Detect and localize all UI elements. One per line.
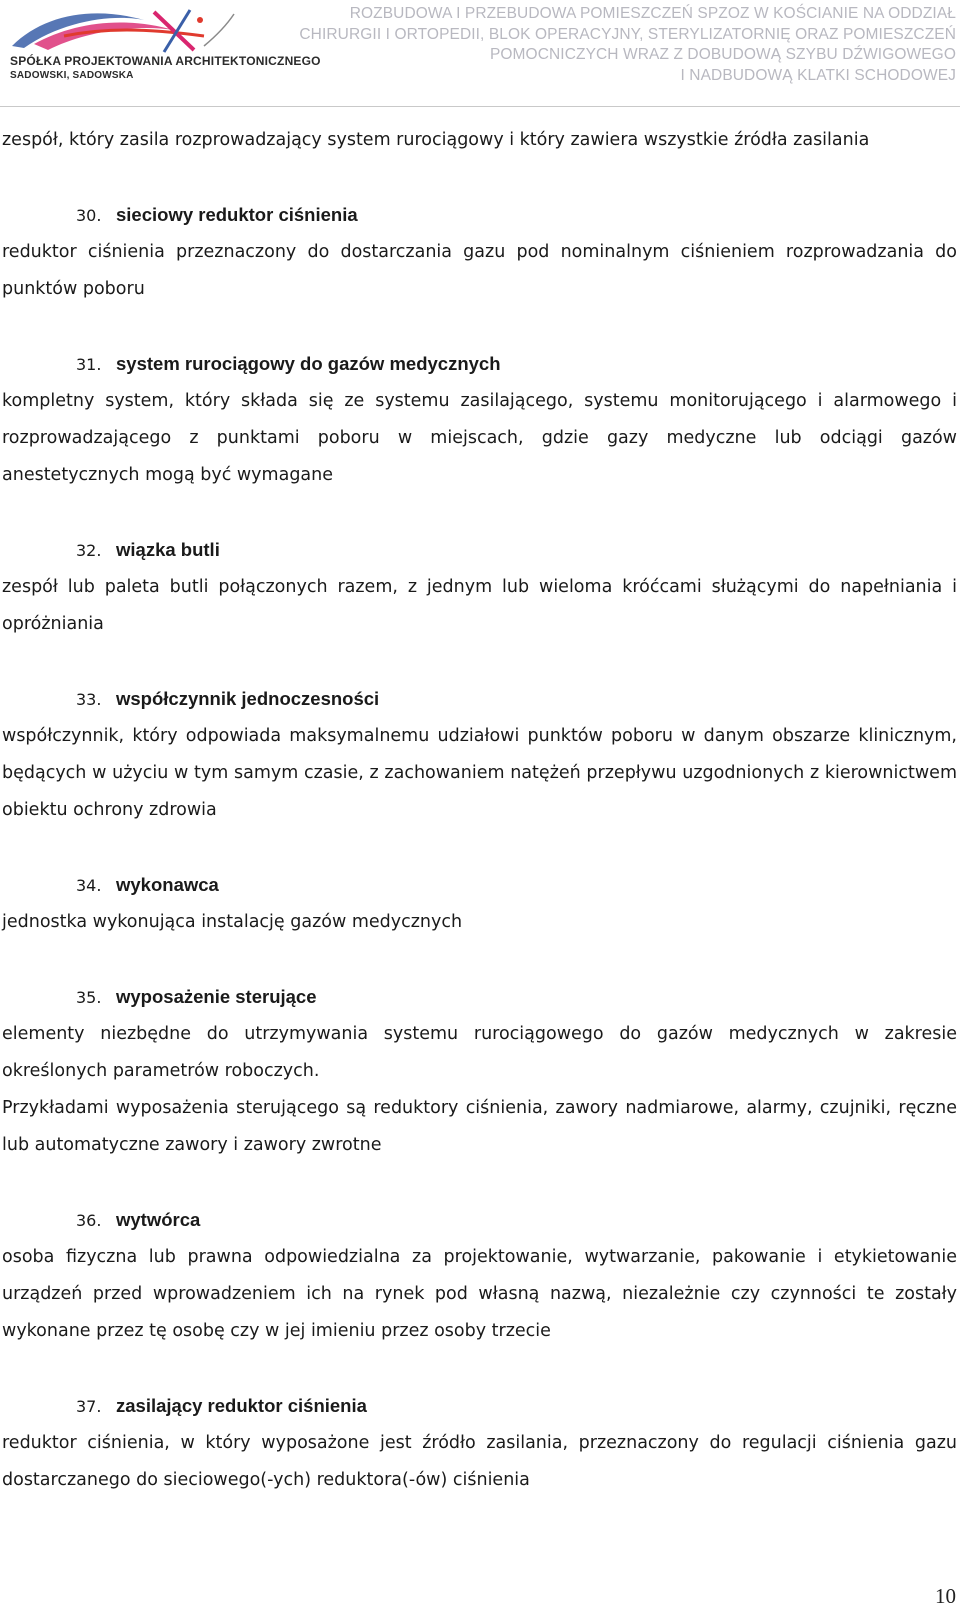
definition-term: współczynnik jednoczesności	[116, 688, 380, 709]
project-title-line: ROZBUDOWA I PRZEBUDOWA POMIESZCZEŃ SPZOZ W KOŚCIANIE NA ODDZIAŁ	[349, 5, 956, 22]
definition-heading	[2, 978, 957, 1016]
logo-owner-names: SADOWSKI, SADOWSKA	[10, 70, 134, 81]
project-title-line: POMOCNICZYCH WRAZ Z DOBUDOWĄ SZYBU DŹWIGOWEGO	[489, 46, 956, 63]
definition-heading	[2, 866, 957, 904]
definition-term: sieciowy reduktor ciśnienia	[116, 204, 358, 225]
definition-term: wytwórca	[116, 1209, 201, 1230]
definition-text: kompletny system, który składa się ze systemu zasilającego, systemu monitorującego i alarmowego i rozprowadzającego z punktami poboru w miejscach, gdzie gazy medyczne lub odciągi gazów anestetycznych mogą być wymagane	[2, 391, 957, 485]
definition-heading	[2, 345, 957, 383]
definition-term: zasilający reduktor ciśnienia	[116, 1395, 367, 1416]
header-divider	[0, 106, 960, 107]
definition-number: 36.	[76, 1211, 102, 1230]
definition-number: 35.	[76, 988, 102, 1007]
definition-text: zespół lub paleta butli połączonych razem, z jednym lub wieloma króćcami służącymi do napełniania i opróżniania	[2, 577, 957, 634]
definition-text: Przykładami wyposażenia sterującego są reduktory ciśnienia, zawory nadmiarowe, alarmy, czujniki, ręczne lub automatyczne zawory i zawory zwrotne	[2, 1098, 957, 1155]
project-title-line: I NADBUDOWĄ KLATKI SCHODOWEJ	[680, 66, 956, 84]
intro-paragraph: zespół, który zasila rozprowadzający system rurociągowy i który zawiera wszystkie źródła zasilania	[2, 130, 870, 150]
definition-term: system rurociągowy do gazów medycznych	[116, 353, 501, 374]
definition-text: jednostka wykonująca instalację gazów medycznych	[2, 912, 463, 932]
company-logo	[4, 6, 321, 92]
definition-heading	[2, 1201, 957, 1239]
definition-number: 37.	[76, 1397, 102, 1416]
definition-text: osoba fizyczna lub prawna odpowiedzialna za projektowanie, wytwarzanie, pakowanie i etykietowanie urządzeń przed wprowadzeniem ich na rynek pod własną nazwą, niezależnie czy czynności te zostały wykonane przez tę osobę czy w jej imieniu przez osoby trzecie	[2, 1247, 957, 1341]
definition-text: elementy niezbędne do utrzymywania systemu rurociągowego do gazów medycznych w zakresie określonych parametrów roboczych.	[2, 1024, 957, 1081]
definition-text: reduktor ciśnienia przeznaczony do dostarczania gazu pod nominalnym ciśnieniem rozprowadzania do punktów poboru	[2, 242, 957, 299]
project-title-line: CHIRURGII I ORTOPEDII, BLOK OPERACYJNY, STERYLIZATORNIĘ ORAZ POMIESZCZEŃ	[299, 25, 956, 43]
definition-number: 30.	[76, 206, 102, 225]
logo-swoosh-icon	[4, 6, 240, 54]
project-title	[276, 4, 956, 86]
definition-number: 31.	[76, 355, 102, 374]
definition-term: wiązka butli	[116, 539, 220, 560]
definition-heading	[2, 196, 957, 234]
definition-heading	[2, 1387, 957, 1425]
page-header	[0, 0, 960, 108]
definition-text: reduktor ciśnienia, w który wyposażone jest źródło zasilania, przeznaczony do regulacji ciśnienia gazu dostarczanego do sieciowego(-ych) reduktora(-ów) ciśnienia	[2, 1433, 957, 1490]
definition-heading	[2, 680, 957, 718]
definition-number: 34.	[76, 876, 102, 895]
definition-number: 32.	[76, 541, 102, 560]
definition-term: wykonawca	[116, 874, 219, 895]
page-number: 10	[935, 1584, 956, 1608]
definition-term: wyposażenie sterujące	[116, 986, 317, 1007]
definition-text: współczynnik, który odpowiada maksymalnemu udziałowi punktów poboru w danym obszarze klinicznym, będących w użyciu w tym samym czasie, z zachowaniem natężeń przepływu uzgodnionych z kierownictwem obiektu ochrony zdrowia	[2, 726, 957, 820]
definition-heading	[2, 531, 957, 569]
document-body	[2, 122, 957, 1499]
definition-number: 33.	[76, 690, 102, 709]
logo-company-name: SPÓŁKA PROJEKTOWANIA ARCHITEKTONICZNEGO	[10, 54, 321, 68]
